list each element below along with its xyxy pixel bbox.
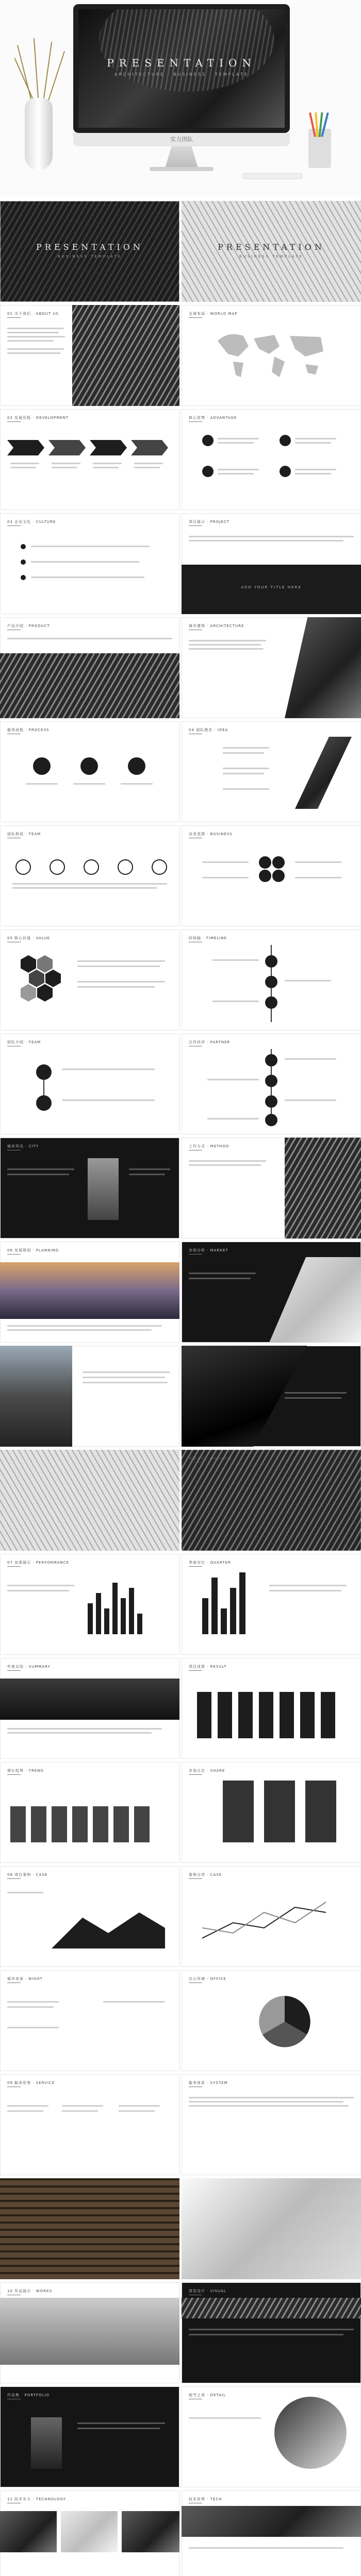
slide-analysis[interactable]: [182, 1450, 361, 1551]
slide-cover-dark[interactable]: [0, 201, 179, 302]
slide-performance-bars[interactable]: [0, 1554, 179, 1655]
slide-system[interactable]: [182, 2074, 361, 2175]
slide-label: 增长趋势 · TREND: [7, 1769, 44, 1773]
area-chart-icon: [52, 1907, 165, 1948]
slide-night[interactable]: [0, 1970, 179, 2071]
slide-business[interactable]: [182, 825, 361, 926]
slide-method[interactable]: [182, 1138, 361, 1239]
slide-value-hex[interactable]: [0, 929, 179, 1030]
slide-label: 团队构成 · TEAM: [7, 832, 41, 836]
slide-label: 11 技术实力 · TECHNOLOGY: [7, 2497, 66, 2501]
slide-process[interactable]: [0, 721, 179, 822]
monitor-base: [150, 167, 214, 171]
slide-label: 业务范围 · BUSINESS: [189, 832, 233, 836]
slide-label: 工作方式 · METHOD: [189, 1144, 229, 1148]
slide-label: 作品集 · PORTFOLIO: [7, 2393, 50, 2397]
slide-world-map[interactable]: [182, 305, 361, 406]
slide-label: 核心优势 · ADVANTAGE: [189, 416, 237, 420]
slide-label: 城市风光 · CITY: [7, 1144, 39, 1148]
slide-architecture[interactable]: [182, 617, 361, 718]
monitor-stand: [165, 146, 198, 168]
slide-label: 03 企业文化 · CULTURE: [7, 520, 56, 524]
slide-case-area[interactable]: [0, 1866, 179, 1967]
slide-label: 合作伙伴 · PARTNER: [189, 1040, 231, 1044]
pencil-cup-image: [308, 129, 331, 168]
slide-label: 技术优势 · TECH: [189, 2497, 222, 2501]
slide-label: 04 团队理念 · IDEA: [189, 728, 228, 732]
cover-subtitle: ARCHITECTURE · BUSINESS · TEMPLATE: [114, 72, 249, 77]
slide-office-pie[interactable]: [182, 1970, 361, 2071]
slide-label: 02 发展历程 · DEVELOPMENT: [7, 416, 69, 420]
slide-city[interactable]: [0, 1138, 179, 1239]
monitor-mockup: [73, 4, 290, 133]
slide-result-columns[interactable]: [182, 1658, 361, 1759]
slide-beauty[interactable]: [0, 1346, 179, 1447]
line-chart-icon: [202, 1892, 336, 1948]
flower-stems: [11, 33, 68, 105]
slide-portfolio[interactable]: [0, 2386, 179, 2487]
slide-subheading: ADD YOUR TITLE HERE: [241, 585, 302, 589]
slide-trend[interactable]: [0, 1762, 179, 1863]
slide-label: 10 作品展示 · WORKS: [7, 2289, 53, 2293]
slide-share-columns[interactable]: [182, 1762, 361, 1863]
slide-culture[interactable]: [0, 513, 179, 614]
slide-concept[interactable]: [0, 2178, 179, 2279]
slide-label: 07 业绩展示 · PERFORMANCE: [7, 1561, 70, 1565]
pie-chart-icon: [259, 1996, 310, 2047]
architecture-image: [99, 9, 274, 92]
monitor-chin-label: 实力团队: [73, 133, 290, 146]
slide-label: 06 发展规划 · PLANNING: [7, 1248, 59, 1252]
slide-summary[interactable]: [0, 1658, 179, 1759]
slide-market[interactable]: [182, 1242, 361, 1343]
slide-partner[interactable]: [182, 1033, 361, 1134]
slide-case-line[interactable]: [182, 1866, 361, 1967]
world-map-icon: [212, 326, 331, 382]
monitor-screen: [78, 9, 285, 128]
slide-label: 城市建筑 · ARCHITECTURE: [189, 624, 244, 628]
slide-label: 08 项目案例 · CASE: [7, 1873, 48, 1877]
slide-label: 细节之美 · DETAIL: [189, 2393, 226, 2397]
slide-label: 09 服务优势 · SERVICE: [7, 2081, 55, 2085]
slide-label: 服务流程 · PROCESS: [7, 728, 50, 732]
slide-label: 视觉设计 · VISUAL: [189, 2289, 226, 2293]
slide-service[interactable]: [0, 2074, 179, 2175]
slide-label: 市场分析 · MARKET: [189, 1248, 228, 1252]
slide-product[interactable]: [0, 617, 179, 718]
slide-space[interactable]: [182, 1346, 361, 1447]
slide-label: 年度总结 · SUMMARY: [7, 1665, 51, 1669]
slide-heading: PRESENTATION: [218, 242, 325, 252]
slide-about[interactable]: [0, 305, 179, 406]
slide-grid: [0, 201, 361, 2576]
slide-team-circles[interactable]: [0, 825, 179, 926]
slide-project[interactable]: [182, 513, 361, 614]
slide-subheading: BUSINESS TEMPLATE: [239, 255, 304, 259]
slide-label: 城市夜景 · NIGHT: [7, 1977, 43, 1981]
slide-subheading: BUSINESS TEMPLATE: [57, 255, 122, 259]
slide-detail[interactable]: [182, 2386, 361, 2487]
slide-data[interactable]: [0, 1450, 179, 1551]
slide-idea[interactable]: [182, 721, 361, 822]
slide-label: 项目成果 · RESULT: [189, 1665, 227, 1669]
slide-advantage[interactable]: [182, 409, 361, 510]
slide-label: 团队介绍 · TEAM: [7, 1040, 41, 1044]
hero-mockup: [0, 0, 361, 196]
slide-label: 办公环境 · OFFICE: [189, 1977, 226, 1981]
slide-cover-light[interactable]: [182, 201, 361, 302]
slide-label: 产品介绍 · PRODUCT: [7, 624, 50, 628]
slide-planning[interactable]: [0, 1242, 179, 1343]
slide-team[interactable]: [0, 1033, 179, 1134]
slide-timeline[interactable]: [182, 929, 361, 1030]
keyboard-image: [242, 173, 302, 179]
chevron-arrows-icon: [7, 440, 172, 455]
slide-label: 05 核心价值 · VALUE: [7, 936, 51, 940]
slide-label: 全球布局 · WORLD MAP: [189, 312, 238, 316]
slide-technology[interactable]: [0, 2490, 179, 2576]
slide-label: 季度对比 · QUARTER: [189, 1561, 232, 1565]
slide-label: 案例分享 · CASE: [189, 1873, 222, 1877]
vase-image: [25, 98, 53, 170]
slide-tech-strip[interactable]: [182, 2490, 361, 2576]
slide-label: 项目展示 · PROJECT: [189, 520, 229, 524]
slide-label: 市场占比 · SHARE: [189, 1769, 225, 1773]
slide-label: 时间轴 · TIMELINE: [189, 936, 227, 940]
slide-label: 服务体系 · SYSTEM: [189, 2081, 228, 2085]
slide-development[interactable]: [0, 409, 179, 510]
slide-label: 01 关于我们 · ABOUT US: [7, 312, 59, 316]
slide-quarter-bars[interactable]: [182, 1554, 361, 1655]
slide-works[interactable]: [0, 2282, 179, 2383]
slide-inspiration[interactable]: [182, 2178, 361, 2279]
cover-title: PRESENTATION: [107, 57, 256, 69]
slide-heading: PRESENTATION: [36, 242, 143, 252]
slide-visual[interactable]: [182, 2282, 361, 2383]
